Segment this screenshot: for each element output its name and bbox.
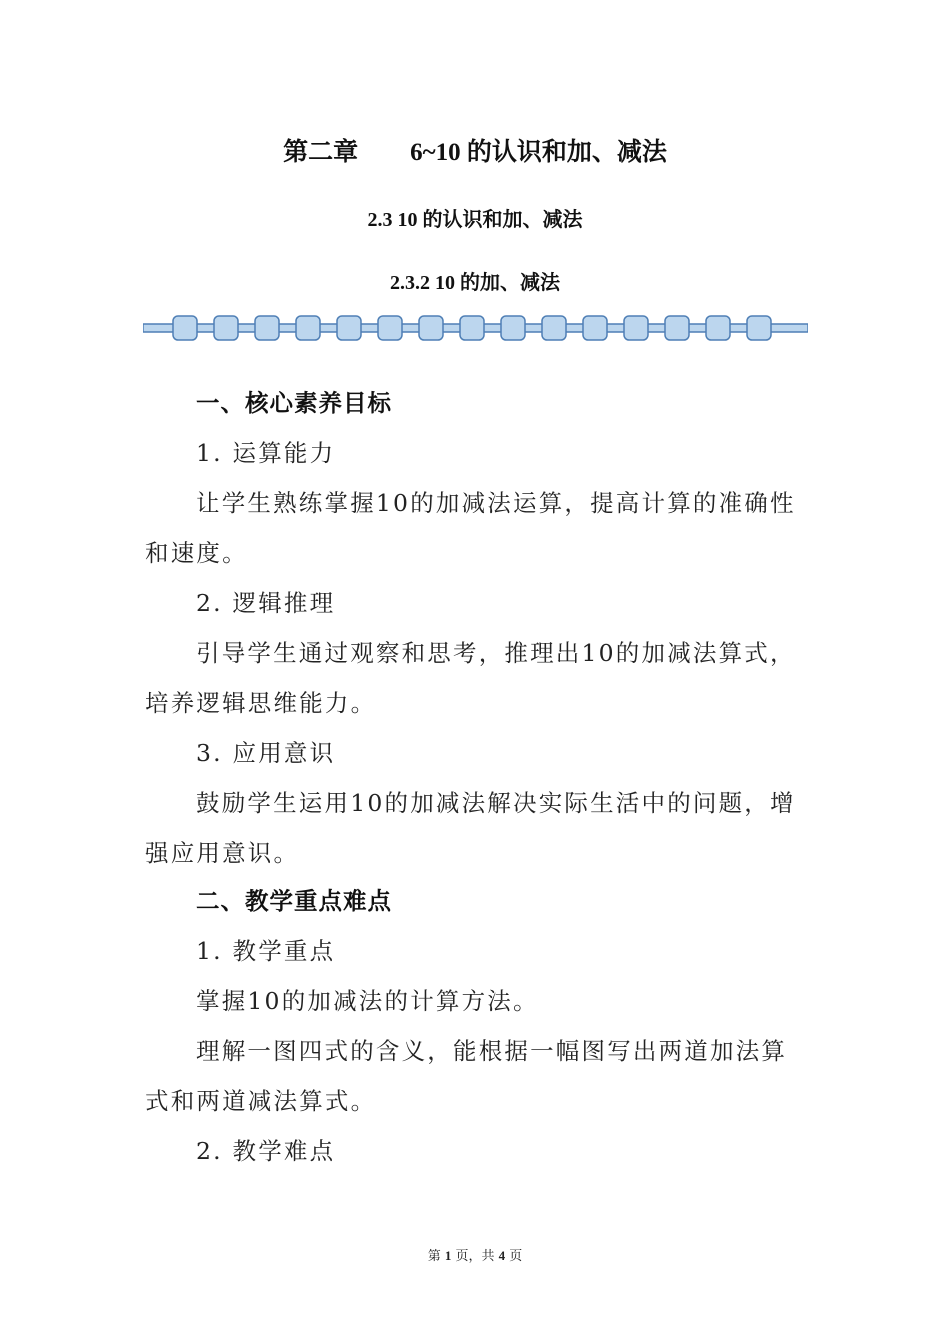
goal-1-text-line-1: 让学生熟练掌握10的加减法运算，提高计算的准确性 — [196, 489, 796, 517]
key-point-text-line-1: 掌握10的加减法的计算方法。 — [196, 987, 539, 1015]
heading-key-difficult-points: 二、教学重点难点 — [196, 887, 392, 915]
divider-bead — [337, 316, 361, 340]
goal-2-title: 2. 逻辑推理 — [196, 589, 336, 617]
divider-bead — [747, 316, 771, 340]
chapter-name: 6~10 的认识和加、减法 — [410, 139, 667, 166]
divider-bead — [173, 316, 197, 340]
subsection-title: 2.3.2 10 的加、减法 — [390, 272, 560, 294]
bead-divider — [143, 314, 808, 342]
goal-3-text-line-1: 鼓励学生运用10的加减法解决实际生活中的问题，增 — [196, 789, 796, 817]
divider-bead — [460, 316, 484, 340]
key-point-text-line-3: 式和两道减法算式。 — [145, 1087, 377, 1115]
section-title: 2.3 10 的认识和加、减法 — [367, 209, 583, 231]
goal-1-title: 1. 运算能力 — [196, 439, 336, 467]
footer-middle: 页，共 — [455, 1249, 495, 1264]
divider-bead — [665, 316, 689, 340]
footer-prefix: 第 — [427, 1249, 441, 1264]
divider-bead — [255, 316, 279, 340]
chapter-number: 第二章 — [283, 139, 359, 166]
divider-bead — [296, 316, 320, 340]
heading-core-goals: 一、核心素养目标 — [196, 389, 392, 417]
goal-2-text-line-2: 培养逻辑思维能力。 — [145, 689, 377, 717]
footer-current-page: 1 — [444, 1248, 452, 1263]
chapter-title — [0, 132, 950, 168]
divider-bead — [583, 316, 607, 340]
key-point-text-line-2: 理解一图四式的含义，能根据一幅图写出两道加法算 — [196, 1037, 788, 1065]
goal-3-text-line-2: 强应用意识。 — [145, 839, 300, 867]
divider-bead — [624, 316, 648, 340]
divider-bead — [501, 316, 525, 340]
page-footer — [0, 1245, 950, 1264]
key-point-title: 1. 教学重点 — [196, 937, 336, 965]
goal-3-title: 3. 应用意识 — [196, 739, 336, 767]
divider-bead — [706, 316, 730, 340]
goal-2-text-line-1: 引导学生通过观察和思考，推理出10的加减法算式， — [196, 639, 796, 667]
difficult-point-title: 2. 教学难点 — [196, 1137, 336, 1165]
goal-1-text-line-2: 和速度。 — [145, 539, 248, 567]
divider-bead — [378, 316, 402, 340]
divider-bead — [214, 316, 238, 340]
footer-suffix: 页 — [509, 1249, 523, 1264]
footer-total-pages: 4 — [498, 1248, 506, 1263]
divider-bead — [419, 316, 443, 340]
divider-bead — [542, 316, 566, 340]
